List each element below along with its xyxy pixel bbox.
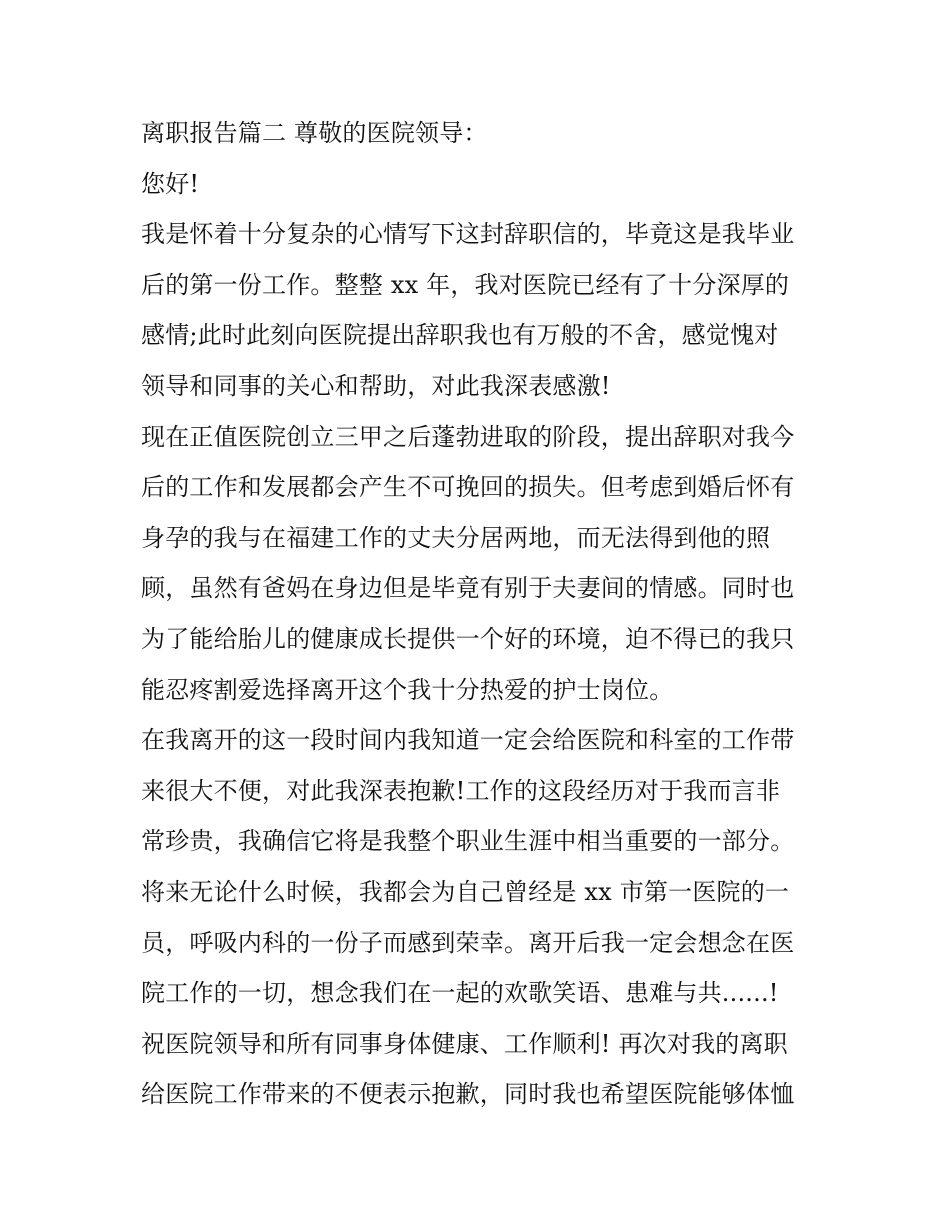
text-line: 我是怀着十分复杂的心情写下这封辞职信的，毕竟这是我毕业 — [141, 220, 795, 249]
text-line: 身孕的我与在福建工作的丈夫分居两地，而无法得到他的照 — [141, 523, 771, 552]
text-line: 顾，虽然有爸妈在身边但是毕竟有别于夫妻间的情感。同时也 — [141, 574, 795, 603]
text-line: 常珍贵，我确信它将是我整个职业生涯中相当重要的一部分。 — [141, 827, 795, 856]
text-line: 为了能给胎儿的健康成长提供一个好的环境，迫不得已的我只 — [141, 624, 795, 653]
text-line: 能忍疼割爱选择离开这个我十分热爱的护士岗位。 — [141, 675, 674, 704]
text-line: 员，呼吸内科的一份子而感到荣幸。离开后我一定会想念在医 — [141, 928, 795, 957]
text-line: 将来无论什么时候，我都会为自己曾经是 xx 市第一医院的一 — [141, 877, 790, 906]
letter-heading: 离职报告篇二 尊敬的医院领导： — [141, 119, 488, 147]
text-line: 院工作的一切，想念我们在一起的欢歌笑语、患难与共......! — [141, 979, 779, 1008]
text-line: 后的第一份工作。整整 xx 年，我对医院已经有了十分深厚的 — [141, 270, 790, 299]
text-line: 在我离开的这一段时间内我知道一定会给医院和科室的工作带 — [141, 726, 795, 755]
text-line: 感情;此时此刻向医院提出辞职我也有万般的不舍，感觉愧对 — [141, 321, 779, 350]
text-line: 来很大不便，对此我深表抱歉!工作的这段经历对于我而言非 — [141, 776, 781, 805]
text-line: 给医院工作带来的不便表示抱歉，同时我也希望医院能够体恤 — [141, 1080, 795, 1109]
text-line: 领导和同事的关心和帮助，对此我深表感激! — [141, 371, 611, 400]
text-line: 现在正值医院创立三甲之后蓬勃进取的阶段，提出辞职对我今 — [141, 422, 795, 451]
letter-body — [141, 108, 821, 1120]
text-line: 后的工作和发展都会产生不可挽回的损失。但考虑到婚后怀有 — [141, 473, 795, 502]
greeting: 您好! — [141, 169, 200, 198]
text-line: 祝医院领导和所有同事身体健康、工作顺利! 再次对我的离职 — [141, 1029, 788, 1058]
